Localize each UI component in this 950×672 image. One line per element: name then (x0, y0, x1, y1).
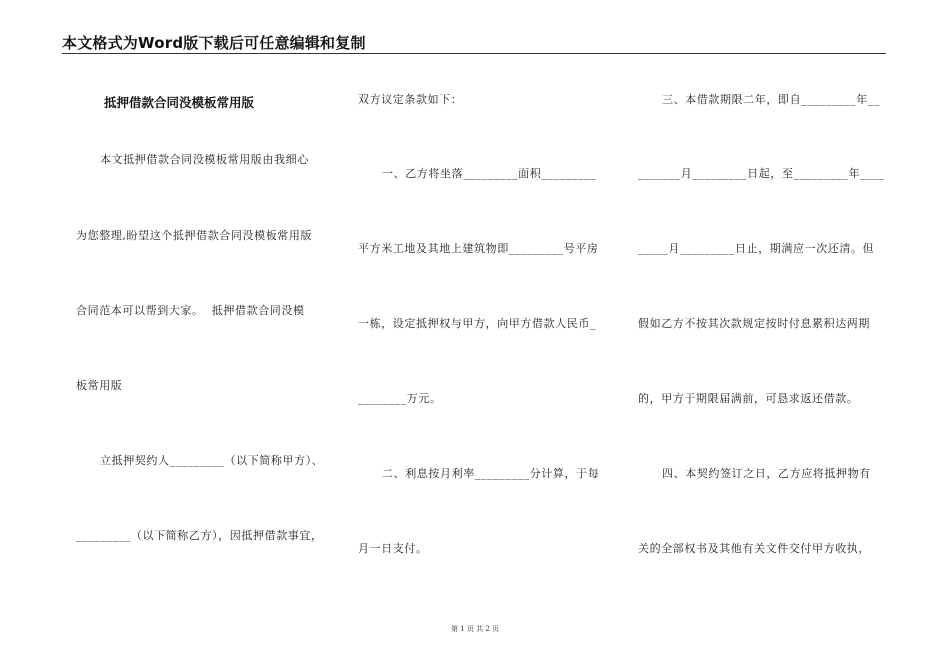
paragraph-line: 平方米工地及其地上建筑物即_________号平房 (358, 242, 599, 255)
paragraph-line: 立抵押契约人_________（以下简称甲方）、 (100, 454, 324, 467)
paragraph-line: 板常用版 (76, 379, 123, 392)
paragraph-line: 假如乙方不按其次款规定按时付息累积达两期 (638, 317, 870, 330)
paragraph-line: ________万元。 (358, 392, 442, 405)
paragraph-line: 三、本借款期限二年，即自_________年__ (662, 93, 880, 106)
download-banner: 本文格式为Word版下载后可任意编辑和复制 (62, 34, 366, 52)
paragraph-line: _________（以下简称乙方），因抵押借款事宜， (76, 529, 323, 542)
paragraph-line: _____月_________日止，期满应一次还清。但 (638, 242, 875, 255)
paragraph-line: 合同范本可以帮到大家。 抵押借款合同没模 (76, 304, 305, 317)
paragraph-line: 双方议定条款如下： (358, 93, 463, 106)
paragraph-line: 一栋，设定抵押权与甲方，向甲方借款人民币_ (358, 317, 597, 330)
document-title: 抵押借款合同没模板常用版 (104, 95, 255, 110)
paragraph-line: 四、本契约签订之日，乙方应将抵押物有 (662, 467, 871, 480)
column-1 (76, 0, 324, 620)
paragraph-line: 关的全部权书及其他有关文件交付甲方收执， (638, 542, 870, 555)
paragraph-line: 一、乙方将坐落_________面积_________ (382, 167, 597, 180)
column-3 (638, 0, 886, 620)
paragraph-line: 为您整理,盼望这个抵押借款合同没模板常用版 (76, 229, 313, 242)
paragraph-line: 月一日支付。 (358, 542, 428, 555)
paragraph-line: 的，甲方于期限届满前，可恳求返还借款。 (638, 392, 859, 405)
paragraph-line: _______月_________日起，至_________年____ (638, 167, 885, 180)
paragraph-line: 二、利息按月利率_________分计算，于每 (382, 467, 600, 480)
page-number: 第 1 页 共 2 页 (450, 625, 500, 633)
column-2 (358, 0, 606, 620)
paragraph-line: 本文抵押借款合同没模板常用版由我细心 (100, 153, 309, 166)
